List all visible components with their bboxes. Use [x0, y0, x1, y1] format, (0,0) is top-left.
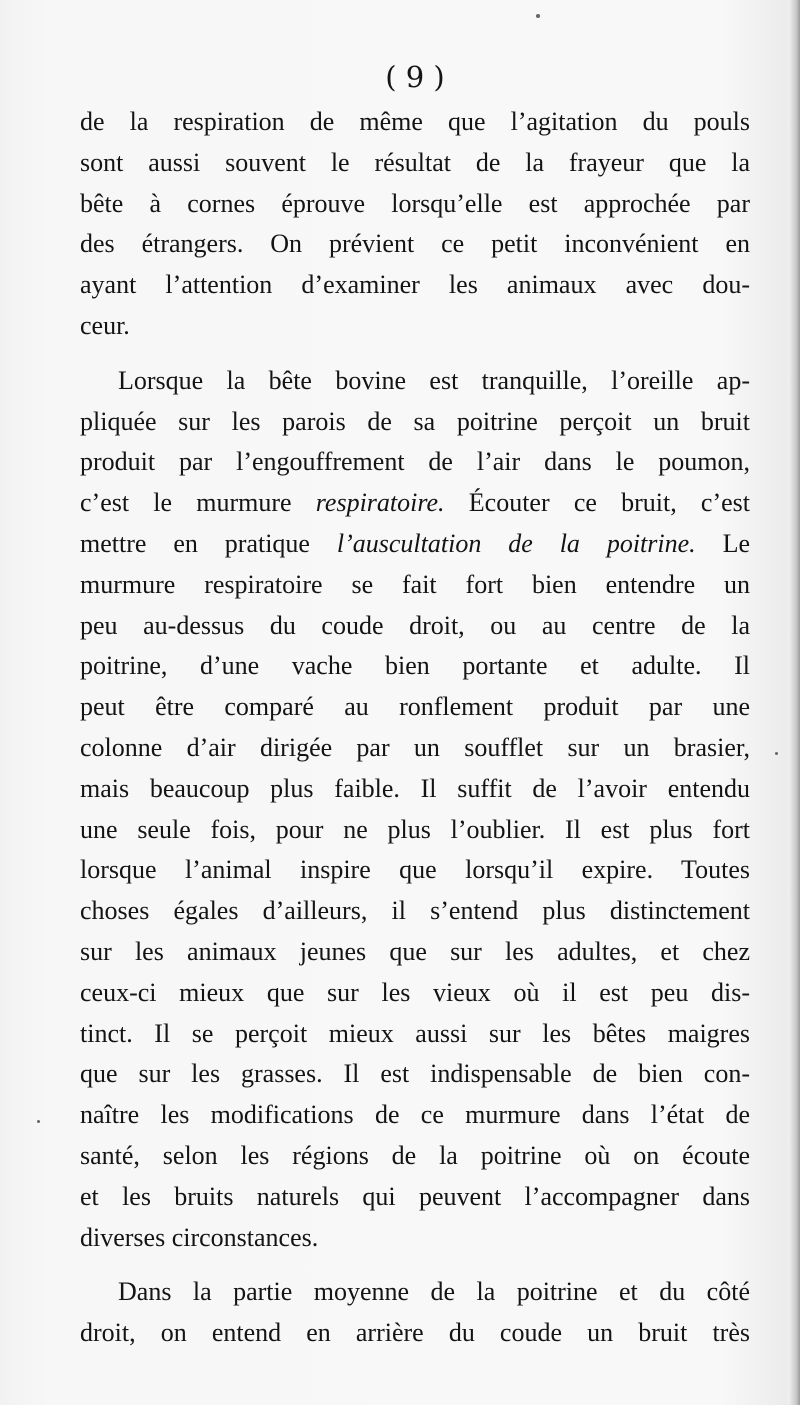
text-line: murmure respiratoire se fait fort bien entendre un	[80, 569, 750, 599]
text-line: Lorsque la bête bovine est tranquille, l’oreille ap-	[118, 365, 750, 395]
text-line: Dans la partie moyenne de la poitrine et du côté	[118, 1277, 750, 1307]
text-line: produit par l’engouffrement de l’air dans le poumon,	[80, 447, 750, 477]
body-text	[80, 102, 750, 1354]
text-line: sur les animaux jeunes que sur les adultes, et chez	[80, 936, 750, 966]
text-line: diverses circonstances.	[80, 1222, 319, 1252]
text-line: sont aussi souvent le résultat de la frayeur que la	[80, 147, 750, 177]
text-line: choses égales d’ailleurs, il s’entend plus distinctement	[80, 896, 750, 926]
text-line: ceur.	[80, 310, 130, 340]
text-line: colonne d’air dirigée par un soufflet sur un brasier,	[80, 732, 750, 762]
text-line: des étrangers. On prévient ce petit inconvénient en	[80, 229, 750, 259]
text-line: pliquée sur les parois de sa poitrine perçoit un bruit	[80, 406, 750, 436]
text-line: mettre en pratique l’auscultation de la poitrine. Le	[80, 528, 751, 558]
text-line: peu au-dessus du coude droit, ou au centre de la	[80, 610, 750, 640]
text-line: de la respiration de même que l’agitation du pouls	[80, 107, 750, 136]
text-line: et les bruits naturels qui peuvent l’accompagner dans	[80, 1181, 750, 1211]
print-speck	[37, 1120, 40, 1123]
text-line: que sur les grasses. Il est indispensable de bien con-	[80, 1059, 750, 1089]
page-edge-shadow	[788, 0, 800, 1405]
text-line: ceux-ci mieux que sur les vieux où il est peu dis-	[80, 977, 750, 1007]
text-line: lorsque l’animal inspire que lorsqu’il expire. Toutes	[80, 855, 750, 885]
text-line: bête à cornes éprouve lorsqu’elle est approchée par	[80, 188, 750, 218]
text-line: peut être comparé au ronflement produit par une	[80, 692, 750, 722]
page-number: ( 9 )	[385, 60, 445, 94]
text-line: ayant l’attention d’examiner les animaux avec dou-	[80, 270, 750, 300]
text-line: tinct. Il se perçoit mieux aussi sur les bêtes maigres	[80, 1018, 750, 1048]
text-line: naître les modifications de ce murmure dans l’état de	[80, 1100, 750, 1130]
text-line: droit, on entend en arrière du coude un bruit très	[80, 1318, 750, 1348]
text-line: c’est le murmure respiratoire. Écouter ce bruit, c’est	[80, 488, 750, 518]
print-speck	[775, 752, 778, 755]
text-line: une seule fois, pour ne plus l’oublier. Il est plus fort	[80, 814, 750, 844]
text-line: poitrine, d’une vache bien portante et adulte. Il	[80, 651, 750, 681]
text-line: santé, selon les régions de la poitrine où on écoute	[80, 1140, 750, 1170]
text-line: mais beaucoup plus faible. Il suffit de l’avoir entendu	[80, 773, 750, 803]
print-speck	[536, 14, 540, 18]
